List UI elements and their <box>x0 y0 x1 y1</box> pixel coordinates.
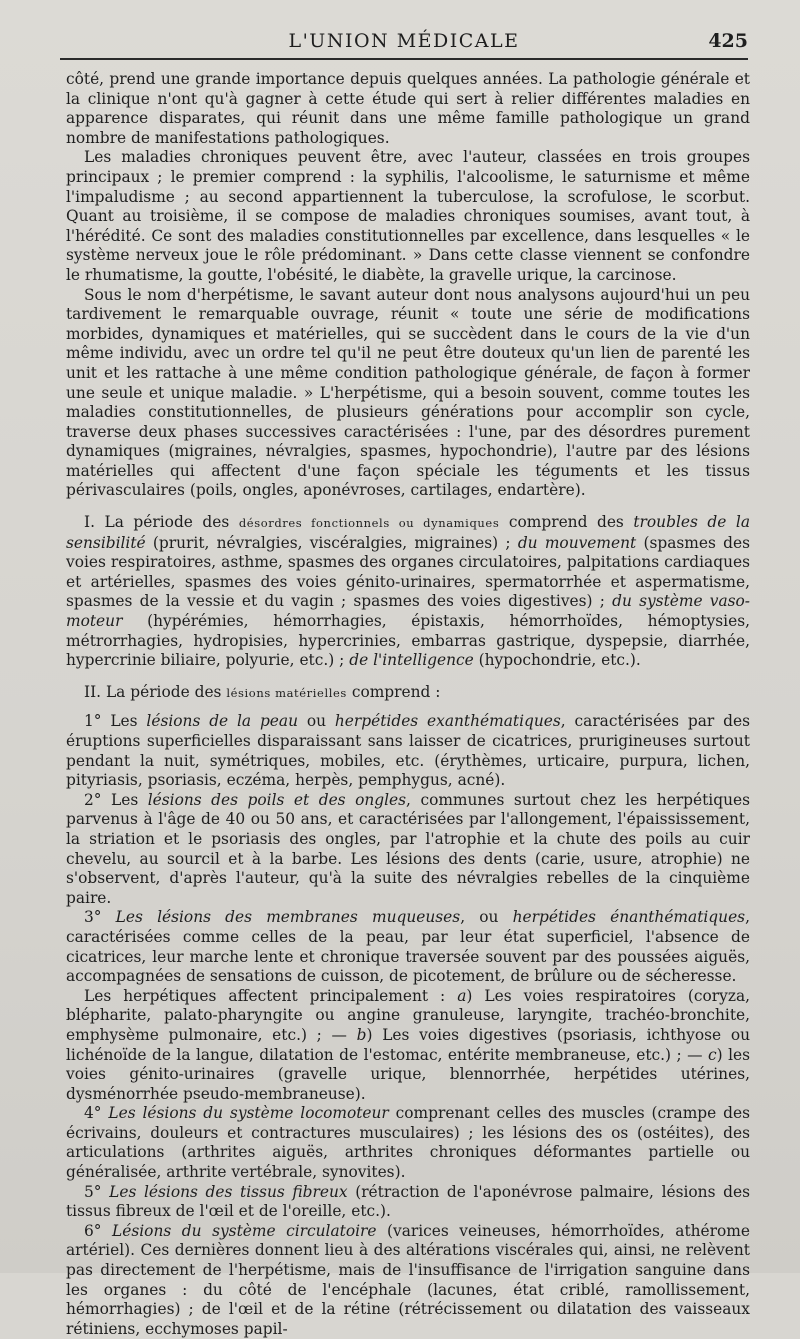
text-run: 1° Les <box>84 712 147 731</box>
small-caps-run: désordres fonctionnels ou dynamiques <box>238 516 500 531</box>
italic-run: lésions de la peau <box>146 712 299 731</box>
paragraph-3: Sous le nom d'herpétisme, le savant auteur dont nous analysons aujourd'hui un peu tardivement le remarquable ouvrage, réunit « toute une série de modifications morbides, dynamiques et matérielles, qui se succèdent dans le cours de la vie d'un même individu, avec un ordre tel qu'il ne peut être douteux qu'un lien de parenté les unit et les rattache à une même condition pathologique générale, de façon à former une seule et unique maladie. » L'herpétisme, qui a besoin souvent, comme toutes les maladies constitutionnelles, de plusieurs générations pour accomplir son cycle, traverse deux phases successives caractérisées : l'une, par des désordres purement dynamiques (migraines, névralgies, spasmes, hypochondrie), l'autre par des lésions matérielles qui affectent d'une façon spéciale les téguments et les tissus périvasculaires (poils, ongles, aponévroses, cartilages, endartère). <box>66 285 750 500</box>
text-run: , caractérisées comme celles de la peau, par leur état superficiel, l'absence de cicatrices, leur marche lente et chronique traversée souvent par des poussées aiguës, accompagnées de sensations de cuisson, de picotement, de brûlure ou de sécheresse. <box>66 908 750 986</box>
paragraph-item-3 <box>66 908 750 986</box>
text-run: Les herpétiques affectent principalement : <box>84 986 458 1005</box>
text-run: ou <box>298 712 335 731</box>
body-text <box>66 70 750 1339</box>
italic-run: Les lésions des tissus fibreux <box>109 1182 348 1201</box>
text-run: I. La période des <box>84 513 239 532</box>
text-run: ) Les voies digestives (psoriasis, ichthyose ou lichénoïde de la langue, dilatation de l'estomac, entérite membraneuse, etc.) ; — <box>66 1025 750 1064</box>
italic-run: de l'intelligence <box>349 651 474 670</box>
text-run: 3° <box>84 908 116 927</box>
text-run: comprend des <box>499 513 634 532</box>
italic-run: herpétides énanthématiques <box>512 908 746 927</box>
text-run: comprend : <box>346 682 441 701</box>
text-run: (hypérémies, hémorrhagies, épistaxis, hémorrhoïdes, hémoptysies, métrorrhagies, hydropisies, hypercrinies, embarras gastrique, dyspepsie, diarrhée, hypercrinie biliaire, polyurie, etc.) ; <box>66 612 750 670</box>
italic-run: b <box>356 1025 367 1044</box>
text-run: (hypochondrie, etc.). <box>473 651 641 670</box>
paragraph-affections <box>66 987 750 1105</box>
paragraph-item-4 <box>66 1104 750 1182</box>
header-rule <box>60 58 748 60</box>
paragraph-item-2 <box>66 791 750 909</box>
italic-run: lésions des poils et des ongles <box>147 790 407 809</box>
text-run: , ou <box>460 908 513 927</box>
text-run: 4° <box>84 1104 109 1123</box>
text-run: II. La période des <box>84 682 227 701</box>
small-caps-run: lésions matérielles <box>226 685 347 700</box>
paragraph-2: Les maladies chroniques peuvent être, avec l'auteur, classées en trois groupes principaux ; le premier comprend : la syphilis, l'alcoolisme, le saturnisme et même l'impaludisme ; au second appartiennent la tuberculose, la scrofulose, le scorbut. Quant au troisième, il se compose de maladies chroniques soumises, avant tout, à l'hérédité. Ce sont des maladies constitutionnelles par excellence, dans lesquelles « le système nerveux joue le rôle prédominant. » Dans cette classe viennent se confondre le rhumatisme, la goutte, l'obésité, le diabète, la gravelle urique, la carcinose. <box>66 148 750 284</box>
page-number: 425 <box>708 30 748 52</box>
paragraph-1: côté, prend une grande importance depuis quelques années. La pathologie générale et la clinique n'ont qu'à gagner à cette étude qui sert à relier différentes maladies en apparence disparates, qui réunit dans une même famille pathologique un grand nombre de manifestations pathologiques. <box>66 70 750 147</box>
text-run: (prurit, névralgies, viscéralgies, migraines) ; <box>145 533 518 552</box>
italic-run: du système vaso-moteur <box>66 592 750 631</box>
italic-run: Lésions du système circulatoire <box>112 1221 377 1240</box>
text-run: ) Les voies respiratoires (coryza, blépharite, palato-pharyngite ou angine granuleuse, laryngite, trachéo-bronchite, emphysème pulmonaire, etc.) ; — <box>66 986 751 1044</box>
paragraph-item-5 <box>66 1183 750 1222</box>
paragraph-item-1 <box>66 712 750 790</box>
text-run: , communes surtout chez les herpétiques parvenus à l'âge de 40 ou 50 ans, et caractérisées par l'allongement, l'épaississement, la striation et le psoriasis des ongles, par l'atrophie et la chute des poils au cuir chevelu, au sourcil et à la barbe. Les lésions des dents (carie, usure, atrophie) ne s'observent, d'après l'auteur, qu'à la suite des névralgies rebelles de la cinquième paire. <box>66 790 750 907</box>
page-header <box>60 28 748 64</box>
paragraph-period-one <box>66 513 750 671</box>
text-run: , caractérisées par des éruptions superficielles disparaissant sans laisser de cicatrices, prurigineuses surtout pendant la nuit, symétriques, mobiles, etc. (érythèmes, urticaire, purpura, lichen, pityriasis, psoriasis, eczéma, herpès, pemphygus, acné). <box>66 712 750 790</box>
text-run: 5° <box>84 1182 110 1201</box>
paragraph-period-two <box>66 683 750 704</box>
italic-run: a <box>457 986 467 1005</box>
text-run: 6° <box>84 1221 113 1240</box>
italic-run: herpétides exanthématiques <box>334 712 561 731</box>
italic-run: du mouvement <box>517 533 637 552</box>
running-head: L'UNION MÉDICALE <box>288 30 520 52</box>
italic-run: c <box>707 1045 717 1064</box>
paragraph-item-6 <box>66 1222 750 1339</box>
text-run: ) les voies génito-urinaires (gravelle urique, blennorrhée, herpétides utérines, dysménorrhée pseudo-membraneuse). <box>66 1045 750 1103</box>
text-run: (rétraction de l'aponévrose palmaire, lésions des tissus fibreux de l'œil et de l'oreille, etc.). <box>66 1182 750 1221</box>
italic-run: troubles de la sensibilité <box>66 513 750 552</box>
text-run: (varices veineuses, hémorrhoïdes, athérome artériel). Ces dernières donnent lieu à des altérations viscérales qui, ainsi, ne relèvent pas directement de l'herpétisme, mais de l'insuffisance de l'irrigation sanguine dans les organes : du côté de l'encéphale (lacunes, état criblé, ramollissement, hémorrhagies) ; de l'œil et de la rétine (rétrécissement ou dilatation des vaisseaux rétiniens, ecchymoses papil- <box>66 1221 750 1338</box>
italic-run: Les lésions du système locomoteur <box>108 1104 389 1123</box>
text-run: (spasmes des voies respiratoires, asthme, spasmes des organes circulatoires, palpitations cardiaques et artérielles, spasmes des voies génito-urinaires, spermatorrhée et aspermatisme, spasmes de la vessie et du vagin ; spasmes des voies digestives) ; <box>66 533 751 611</box>
italic-run: Les lésions des membranes muqueuses <box>115 908 461 927</box>
text-run: comprenant celles des muscles (crampe des écrivains, douleurs et contractures musculaires) ; les lésions des os (ostéites), des articulations (arthrites aiguës, arthrites chroniques déformantes partielle ou généralisée, arthrite vertébrale, synovites). <box>66 1104 750 1182</box>
text-run: 2° Les <box>84 790 148 809</box>
